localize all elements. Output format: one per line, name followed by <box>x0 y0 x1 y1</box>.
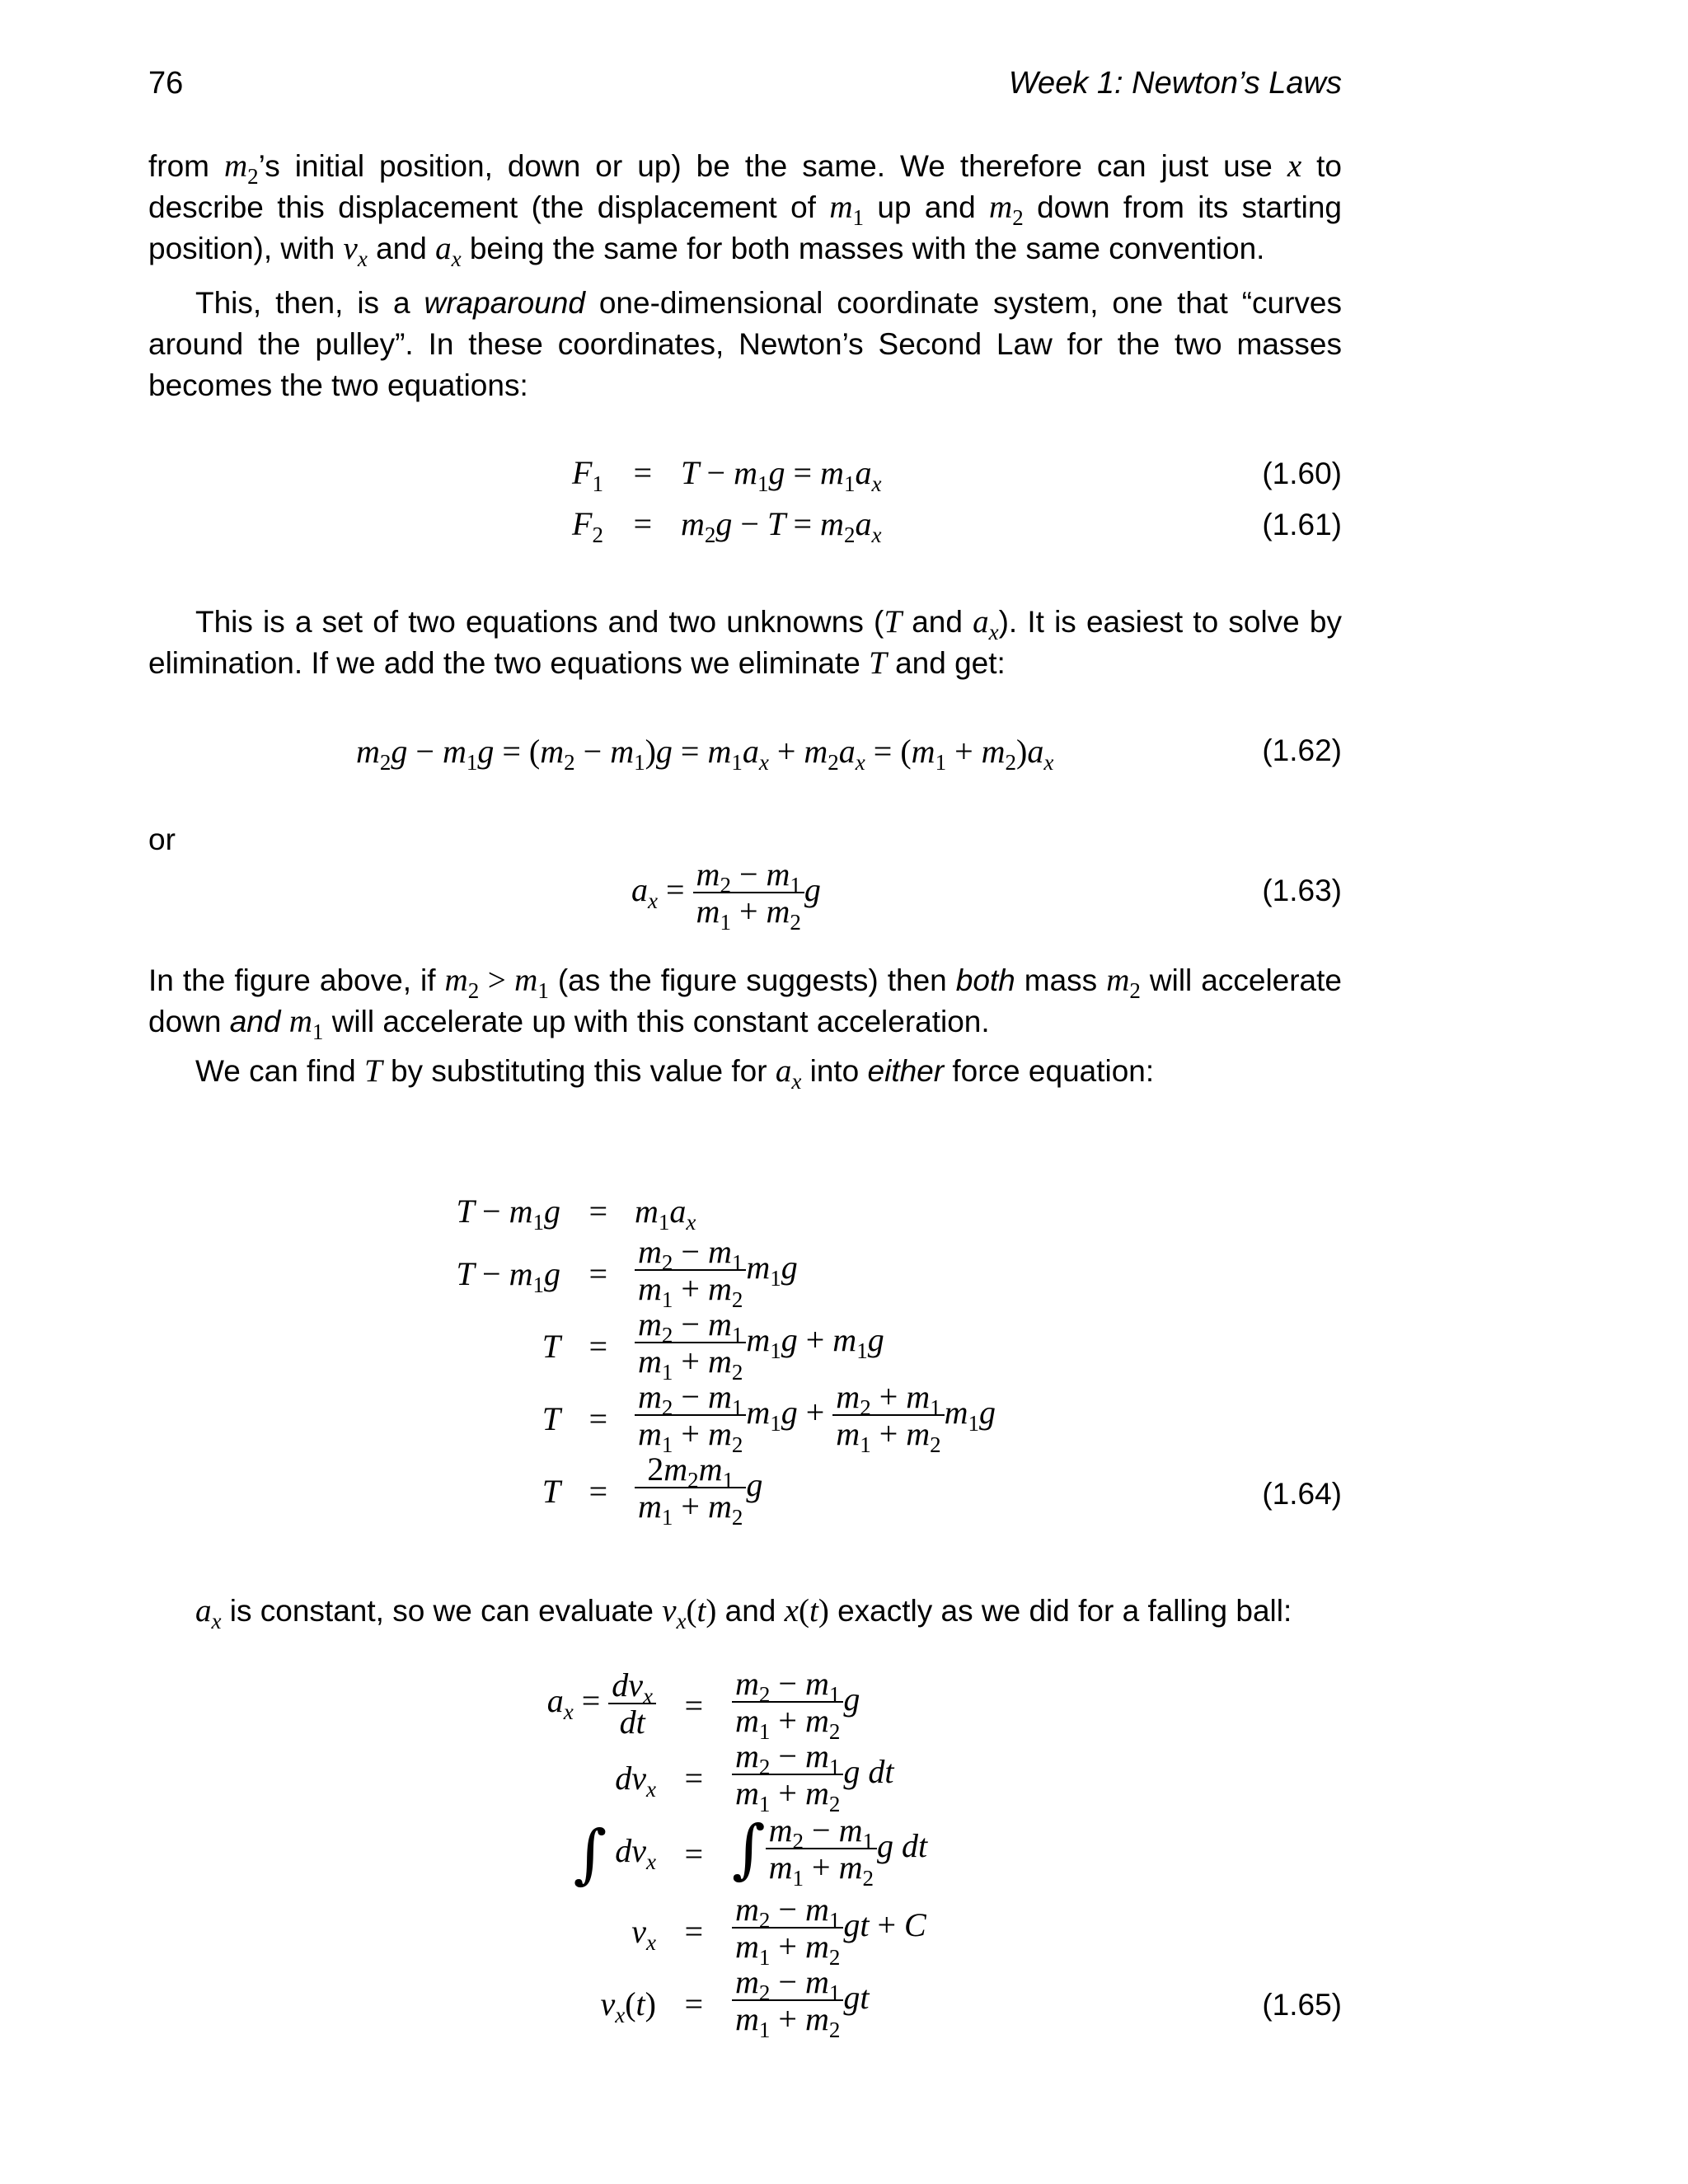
paragraph-elimination: This is a set of two equations and two unknowns (T and $a_x$). It is easiest to solve by elimination. If we add the two equations we eliminate T and get: <box>148 604 1342 681</box>
paragraph-find-tension: We can find T by substituting this value for $a_x$ into either force equation: <box>195 1053 1155 1094</box>
equation-number: (1.62) <box>1262 733 1342 767</box>
equation-1-63: $a_x$ = $\frac{m_2 - m_1}{m_1 + m_2}$ g <box>631 855 821 935</box>
text-or: or <box>148 823 176 856</box>
equation-1-61: $F_2$ <box>572 505 603 547</box>
paragraph-displacement: from $m_2’s$ initial position, down or up) be the same. We therefore can just use x to describe this displacement (the displacement of $m_1$ up and $m_2$ down from its starting position), with $v_x$ and $a_x$ being the same for both masses with the same convention. <box>148 148 1342 271</box>
equation-number: (1.61) <box>1262 508 1342 541</box>
document-page: 76 Week 1: Newton’s Laws from $m_2’s$ initial position, down or up) be the same. We therefore can just use x to describe this displacement (the displacement of $m_1$ up and $m_2$ down from its starting position), with $v_x$ and $a_x$ being the same for both masses with the same convention. This, then, is a wraparound one-dimensional coordinate system, one that “curves around the pulley”. In these coordinates, Newton’s Second Law for the two masses becomes the two equations: $F_1$ = $T - m_1g = m_1a_x$ (1.60) $F_2$ = $m_2g - T = m_2a_x$ (1.61) This is a set of two equations and two unknowns (T and $a_x$). It is easiest to solve by elimination. If we add the two equations we eliminate T and get: $m_2g - m_1g = (m_2 - m_1)g = m_1a_x + m_2a_x = (m_1 + m_2)a_x$ (1.62) or $a_x$ = $\frac{m_2 - m_1}{m_1 + m_2}$ g (1.63) In the figure above, if $m_2 > m_1$ (as the figure suggests) then both mass $m_2$ will accelerate down and $m_1$ will accelerate up with this constant acceleration. We can find T by substituting this value for $a_x$ into either force equation: $T - m_1g$ = $m_1a_x$ $T - m_1g$ = $\frac{m_2 - m_1}{m_1 + m_2}$ $m_1g$ T = $\frac{m_2 - m_1}{m_1 + m_2}$ $m_1g + m_1g$ T = $\frac{m_2 - m_1}{m_1 + m_2}$ $m_1g$ + $\frac{m_2 + m_1}{m_1 + m_2}$ $m_1g$ T = $\frac{2m_2m_1}{m_1 + m_2}$ g (1.64) $a_x$ is constant, so we can evaluate $v_x(t)$ and x(t) exactly as we did for a falling ball: $a_x$ = $\frac{dv_x}{dt}$ = $\frac{m_2 - m_1}{m_1 + m_2}$ g $dv_x$ = $\frac{m_2 - m_1}{m_1 + m_2}$ g dt ∫ $dv_x$ = ∫ $\frac{m_2 - m_1}{m_1 + m_2}$ g dt $v_x$ = $\frac{m_2 - m_1}{m_1 + m_2}$ gt + C $v_x(t)$ = $\frac{m_2 - m_1}{m_1 + m_2}$ gt (1.65) <box>148 66 1343 2042</box>
equation-number: (1.63) <box>1262 874 1342 907</box>
paragraph-figure-above: In the figure above, if $m_2 > m_1$ (as the figure suggests) then both mass $m_2$ will accelerate down and $m_1$ will accelerate up with this constant acceleration. <box>148 963 1342 1044</box>
equation-1-62: $m_2g - m_1g = (m_2 - m_1)g = m_1a_x + m_2a_x = (m_1 + m_2)a_x$ <box>356 733 1054 775</box>
running-header: Week 1: Newton’s Laws <box>1008 66 1342 101</box>
equation-1-60: $F_1$ <box>572 454 603 496</box>
paragraph-wraparound: This, then, is a wraparound one-dimensional coordinate system, one that “curves around the pulley”. In these coordinates, Newton’s Second Law for the two masses becomes the two equations: <box>148 286 1343 402</box>
equation-number: (1.60) <box>1262 457 1342 490</box>
page-number: 76 <box>148 66 184 101</box>
paragraph-constant-acceleration: $a_x$ is constant, so we can evaluate $v_x(t)$ and x(t) exactly as we did for a falling ball: <box>195 1593 1292 1633</box>
equation-number: (1.65) <box>1262 1988 1342 2022</box>
equation-number: (1.64) <box>1262 1477 1342 1511</box>
